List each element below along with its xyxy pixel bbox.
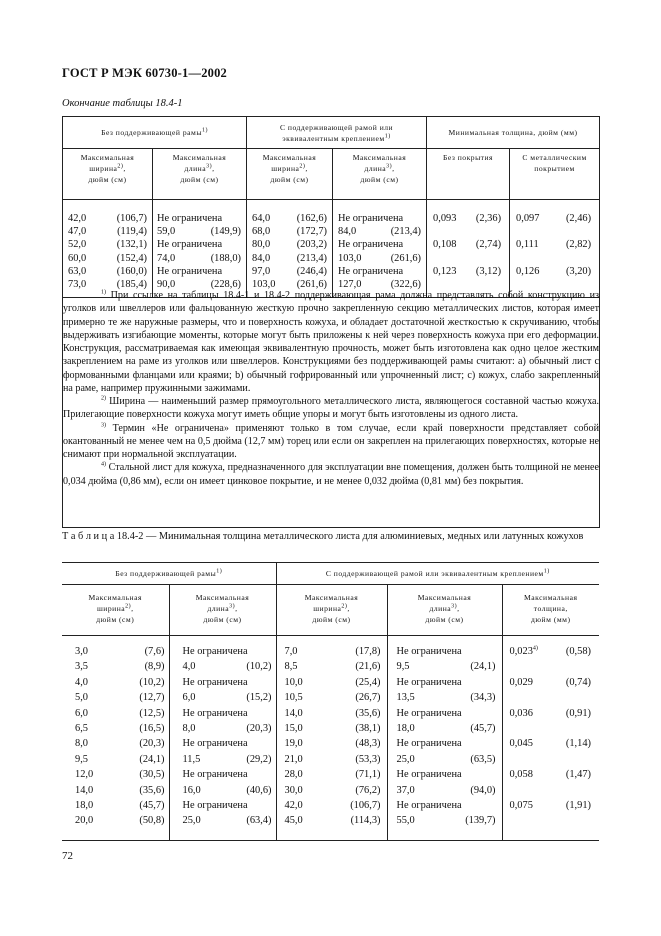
cell-metric: (3,12) [475, 265, 502, 277]
cell-value: 25,0 [396, 753, 415, 765]
cell-value: 18,0 [396, 723, 415, 735]
cell-value: 127,0 [338, 279, 362, 291]
t2-group-with-frame: С поддерживающей рамой или эквивалентным креплением$^{1)}$ [276, 563, 599, 585]
t2-col-header-width-framed: Максимальная ширина$^{2)}$, дюйм (см) [276, 585, 387, 636]
cell-metric: (10,2) [246, 661, 272, 673]
cell-value: 12,0 [75, 769, 94, 781]
cell-value: 84,0 [338, 226, 357, 238]
cell-metric: (71,1) [355, 769, 381, 781]
table-row [338, 212, 421, 225]
table-18-4-2 [62, 562, 599, 841]
table-row [285, 644, 381, 659]
table-row: 0,023$^{4)}$ (0,58) [509, 645, 592, 657]
cell-value: Не ограничена [157, 213, 223, 224]
group-header-no-frame: Без поддерживающей рамы$^{1)}$ [63, 117, 247, 149]
table-row [516, 212, 591, 225]
table-row [510, 706, 592, 721]
table-row [397, 798, 496, 813]
cell-metric: (1,47) [565, 769, 592, 781]
table-row [510, 675, 592, 690]
cell-value: 0,029 [509, 676, 533, 688]
cell-value: Не ограничена [157, 239, 223, 251]
table-row [397, 736, 496, 751]
table-row [338, 265, 421, 278]
table-row [285, 752, 381, 767]
table-row [338, 252, 421, 265]
cell-metric: (213,4) [296, 252, 328, 264]
table-row [68, 238, 147, 251]
cell-value: 63,0 [68, 265, 87, 277]
table-row [157, 265, 241, 278]
cell-metric: (45,7) [470, 723, 496, 735]
cell-value: 103,0 [252, 279, 276, 291]
cell-value: 10,0 [284, 676, 303, 688]
col-header-coated: С металлическим покрытием [510, 149, 600, 200]
cell-value: 55,0 [396, 815, 415, 827]
t1-col-width [63, 200, 153, 298]
cell-metric: (76,2) [355, 784, 381, 796]
cell-value: 0,075 [509, 799, 533, 811]
cell-metric: (2,82) [565, 239, 592, 251]
cell-metric: (48,3) [355, 738, 381, 750]
table-row [157, 212, 241, 225]
table-row [285, 813, 381, 828]
cell-metric: (8,9) [144, 661, 165, 673]
table-row [75, 675, 165, 690]
cell-value: Не ограничена [396, 800, 462, 812]
table-row [397, 783, 496, 798]
table-row [397, 644, 496, 659]
cell-value: Не ограничена [182, 800, 248, 812]
t2-group-no-frame: Без поддерживающей рамы$^{1)}$ [62, 563, 276, 585]
t1-col-width-framed [247, 200, 333, 298]
table-row [183, 675, 272, 690]
cell-value: 30,0 [284, 784, 303, 796]
cell-metric: (34,3) [470, 692, 496, 704]
cell-metric: (185,4) [116, 279, 147, 291]
table-row [75, 783, 165, 798]
table-row [68, 212, 147, 225]
cell-metric: (0,91) [565, 707, 592, 719]
note-1: $^{1)}$ При ссылке на таблицы 18.4-1 и 18.4-2 поддерживающая рама должна представлять собой конструкцию из уголков или швеллеров или фальцованную жесткую прочно закрепленную секцию металлических листов, которая имеет примерно те же наружные размеры, что и поверхность кожуха, и обладает достаточной жесткостью к скручиванию, чтобы выдерживать изгибающие моменты, которые могут быть приложены к ней через поверхность кожуха при его деформации. Конструкция, рассматриваемая как имеющая эквивалентную прочность, может быть изготовлена как одно целое жестким закреплением на раме из уголков или швеллеров. Конструкциями без поддерживающей рамы считают: а) обычный лист с формованными фланцами или краями; b) обычный гофрированный или упрочненный лист; с) кожух, слабо закрепленный на раме, например пружинными зажимами. [63, 289, 599, 394]
table-row [183, 706, 272, 721]
table-row [285, 690, 381, 705]
table-row [183, 813, 272, 828]
table-row [285, 659, 381, 674]
table-row [252, 238, 327, 251]
cell-metric: (119,4) [117, 226, 147, 238]
cell-value: 16,0 [182, 784, 201, 796]
t1-col-bare [427, 200, 510, 298]
table-row [75, 690, 165, 705]
table-row [183, 644, 272, 659]
cell-metric: (15,2) [246, 692, 272, 704]
table-row [397, 706, 496, 721]
t2-col-width [62, 636, 169, 841]
cell-metric: (322,6) [390, 279, 422, 291]
cell-value: 0,097 [516, 213, 540, 224]
cell-value: Не ограничена [396, 676, 462, 688]
cell-value: Не ограничена [396, 707, 462, 719]
cell-value: 6,5 [75, 723, 88, 735]
cell-metric: (106,7) [350, 800, 381, 812]
table-row [397, 690, 496, 705]
table-row [285, 721, 381, 736]
cell-metric: (53,3) [355, 753, 381, 765]
table-row [183, 721, 272, 736]
cell-value: Не ограничена [396, 769, 462, 781]
table-row [75, 736, 165, 751]
table-row [516, 265, 591, 278]
cell-value: 45,0 [284, 815, 303, 827]
table-row [510, 736, 592, 751]
table-row [75, 721, 165, 736]
cell-metric: (63,5) [470, 753, 496, 765]
cell-value: 0,036 [509, 707, 533, 719]
group-header-min-thickness: Минимальная толщина, дюйм (мм) [427, 117, 600, 149]
cell-value: 9,5 [396, 661, 410, 673]
cell-metric: (21,6) [355, 661, 381, 673]
cell-metric: (17,8) [355, 646, 381, 657]
cell-metric: (261,6) [390, 252, 422, 264]
table-row [338, 225, 421, 238]
cell-value: 74,0 [157, 252, 176, 264]
cell-value: 59,0 [157, 226, 176, 238]
cell-metric: (12,5) [139, 707, 165, 719]
cell-value: 3,5 [75, 661, 88, 673]
table-row [397, 752, 496, 767]
table-row [252, 225, 327, 238]
cell-value: 0,111 [516, 239, 539, 251]
cell-value: Не ограничена [182, 676, 248, 688]
cell-metric: (152,4) [116, 252, 147, 264]
t2-col-header-thickness: Максимальная толщина, дюйм (мм) [502, 585, 599, 636]
table-caption: Окончание таблицы 18.4-1 [62, 98, 183, 109]
t2-col-header-length: Максимальная длина$^{3)}$, дюйм (см) [169, 585, 276, 636]
cell-metric: (25,4) [355, 676, 381, 688]
cell-metric: (3,20) [565, 265, 592, 277]
cell-value: 0,045 [509, 738, 533, 750]
table-row [285, 736, 381, 751]
cell-value: 14,0 [75, 784, 94, 796]
cell-metric: (1,14) [565, 738, 592, 750]
note-3: $^{3)}$ Термин «Не ограничена» применяют только в том случае, если край поверхности представляет собой окантованный не менее чем на 0,5 дюйма (12,7 мм) торец или если он закреплен на прилегающих поверхностях, которые не снимают при нормальной эксплуатации. [63, 422, 599, 460]
cell-value: 19,0 [284, 738, 303, 750]
cell-metric: (50,8) [139, 815, 165, 827]
table-row [75, 798, 165, 813]
cell-value: 37,0 [396, 784, 415, 796]
table-row [183, 767, 272, 782]
cell-value: 42,0 [284, 800, 303, 812]
table-row [68, 265, 147, 278]
cell-value: 3,0 [75, 646, 88, 657]
table-notes [63, 289, 599, 488]
cell-value: 60,0 [68, 252, 87, 264]
table-row [397, 675, 496, 690]
cell-value: Не ограничена [182, 707, 248, 719]
cell-value: 68,0 [252, 226, 271, 238]
table-row [510, 767, 592, 782]
table-row [75, 767, 165, 782]
cell-value: 13,5 [396, 692, 415, 704]
cell-metric: (24,1) [470, 661, 496, 673]
t2-col-header-length-framed: Максимальная длина$^{3)}$, дюйм (см) [387, 585, 502, 636]
cell-metric: (2,74) [475, 239, 502, 251]
table-row [252, 212, 327, 225]
cell-value: Не ограничена [182, 738, 248, 750]
cell-metric: (213,4) [390, 226, 422, 238]
table-row [285, 767, 381, 782]
cell-metric: (35,6) [355, 707, 381, 719]
cell-metric: (0,74) [565, 676, 592, 688]
cell-value: 84,0 [252, 252, 271, 264]
table-row [338, 238, 421, 251]
table-row [397, 721, 496, 736]
cell-value: 52,0 [68, 239, 87, 251]
cell-metric: (20,3) [139, 738, 165, 750]
cell-value: 25,0 [182, 815, 201, 827]
cell-metric: (24,1) [139, 753, 165, 765]
cell-metric: (261,6) [296, 279, 328, 291]
table-row [510, 798, 592, 813]
cell-metric: (38,1) [355, 723, 381, 735]
cell-value: 0,058 [509, 769, 533, 781]
cell-metric: (162,6) [296, 213, 328, 224]
t2-col-header-width: Максимальная ширина$^{2)}$, дюйм (см) [62, 585, 169, 636]
cell-value: 64,0 [252, 213, 271, 224]
cell-value: 0,108 [433, 239, 457, 251]
t1-col-length [153, 200, 247, 298]
table-row [75, 644, 165, 659]
t1-col-coated [510, 200, 600, 298]
cell-value: 14,0 [284, 707, 303, 719]
cell-metric: (149,9) [210, 226, 242, 238]
cell-value: 80,0 [252, 239, 271, 251]
cell-value: Не ограничена [157, 265, 223, 277]
cell-metric: (139,7) [465, 815, 496, 827]
table-row [433, 265, 501, 278]
cell-metric: (26,7) [355, 692, 381, 704]
table-row [285, 675, 381, 690]
cell-value: 11,5 [182, 753, 201, 765]
table-row [75, 752, 165, 767]
cell-metric: (63,4) [246, 815, 272, 827]
document-header: ГОСТ Р МЭК 60730-1—2002 [62, 66, 227, 80]
cell-value: 8,0 [182, 723, 196, 735]
table-row [285, 706, 381, 721]
table-2-caption: Т а б л и ц а 18.4-2 — Минимальная толщина металлического листа для алюминиевых, медных или латунных кожухов [62, 531, 584, 542]
cell-metric: (114,3) [350, 815, 381, 827]
cell-value: 21,0 [284, 753, 303, 765]
cell-metric: (7,6) [144, 646, 165, 657]
cell-metric: (160,0) [116, 265, 147, 277]
t2-col-length-framed [387, 636, 502, 841]
table-row [433, 212, 501, 225]
cell-metric: (2,46) [565, 213, 592, 224]
t1-col-length-framed [333, 200, 427, 298]
cell-metric: (1,91) [565, 799, 592, 811]
table-row [516, 238, 591, 251]
cell-value: 73,0 [68, 279, 87, 291]
cell-value: 9,5 [75, 753, 88, 765]
cell-value: 7,0 [284, 646, 298, 657]
table-row [157, 252, 241, 265]
cell-value: Не ограничена [182, 769, 248, 781]
t2-col-length [169, 636, 276, 841]
cell-value: 42,0 [68, 213, 87, 224]
cell-metric: (203,2) [296, 239, 328, 251]
cell-value: 28,0 [284, 769, 303, 781]
t2-col-width-framed [276, 636, 387, 841]
cell-value: 90,0 [157, 279, 176, 291]
cell-metric: (94,0) [470, 784, 496, 796]
cell-value: 4,0 [75, 676, 88, 688]
cell-metric: (246,4) [296, 265, 328, 277]
col-header-width: Максимальная ширина$^{2)}$, дюйм (см) [63, 149, 153, 200]
table-row [397, 813, 496, 828]
cell-metric: (20,3) [246, 723, 272, 735]
cell-value: 10,5 [284, 692, 303, 704]
note-2: $^{2)}$ Ширина — наименьший размер прямоугольного металлического листа, являющегося составной частью кожуха. Прилегающие поверхности кожуха могут иметь общие упоры и могут быть изготовлены из одного листа. [63, 395, 599, 421]
cell-metric: (30,5) [139, 769, 165, 781]
cell-value: 6,0 [182, 692, 196, 704]
table-row [75, 659, 165, 674]
table-row [157, 238, 241, 251]
cell-value: 20,0 [75, 815, 94, 827]
cell-metric: (35,6) [139, 784, 165, 796]
table-row [183, 798, 272, 813]
table-row [183, 690, 272, 705]
cell-value: Не ограничена [396, 646, 462, 657]
cell-metric: (40,6) [246, 784, 272, 796]
cell-metric: (29,2) [246, 753, 272, 765]
table-row [252, 265, 327, 278]
cell-value: Не ограничена [338, 213, 404, 224]
cell-value: 103,0 [338, 252, 362, 264]
col-header-width-framed: Максимальная ширина$^{2)}$, дюйм (см) [247, 149, 333, 200]
cell-metric: (10,2) [139, 676, 165, 688]
table-row [68, 252, 147, 265]
table-row [252, 252, 327, 265]
cell-value: 6,0 [75, 707, 88, 719]
table-row [285, 783, 381, 798]
cell-value: 0,123 [433, 265, 457, 277]
table-row [183, 659, 272, 674]
cell-value: 0,093 [433, 213, 457, 224]
col-header-bare: Без покрытия [427, 149, 510, 200]
cell-metric: (45,7) [139, 800, 165, 812]
cell-value: 0,126 [516, 265, 540, 277]
t2-col-thickness [502, 636, 599, 841]
cell-value: Не ограничена [338, 265, 404, 277]
cell-value: 8,5 [284, 661, 298, 673]
table-row [75, 706, 165, 721]
cell-metric: (228,6) [210, 279, 242, 291]
table-row [285, 798, 381, 813]
col-header-length: Максимальная длина$^{3)}$, дюйм (см) [153, 149, 247, 200]
table-row [157, 225, 241, 238]
cell-value: 4,0 [182, 661, 196, 673]
cell-metric: (106,7) [116, 213, 147, 224]
cell-value: 5,0 [75, 692, 88, 704]
page-number: 72 [62, 850, 73, 862]
cell-metric: (132,1) [116, 239, 147, 251]
table-row [433, 238, 501, 251]
cell-value: 97,0 [252, 265, 271, 277]
cell-metric: (2,36) [475, 213, 502, 224]
table-row [68, 225, 147, 238]
cell-metric: (172,7) [296, 226, 328, 238]
table-row [183, 752, 272, 767]
table-row [75, 813, 165, 828]
table-row [183, 783, 272, 798]
cell-value: Не ограничена [396, 738, 462, 750]
cell-value: 15,0 [284, 723, 303, 735]
cell-metric: (16,5) [139, 723, 165, 735]
note-4: $^{4)}$ Стальной лист для кожуха, предназначенного для эксплуатации вне помещения, должен быть толщиной не менее 0,034 дюйма (0,86 мм), если он имеет цинковое покрытие, и не менее 0,032 дюйма (0,81 мм) без покрытия. [63, 461, 599, 487]
cell-metric: (188,0) [210, 252, 242, 264]
cell-value: Не ограничена [182, 646, 248, 657]
cell-value: Не ограничена [338, 239, 404, 251]
table-row [397, 659, 496, 674]
col-header-length-framed: Максимальная длина$^{3)}$, дюйм (см) [333, 149, 427, 200]
table-row [183, 736, 272, 751]
cell-metric: (12,7) [139, 692, 165, 704]
table-row [397, 767, 496, 782]
cell-value: 18,0 [75, 800, 94, 812]
cell-value: 8,0 [75, 738, 88, 750]
cell-value: 47,0 [68, 226, 87, 238]
group-header-with-frame: С поддерживающей рамой или эквивалентным креплением$^{1)}$ [247, 117, 427, 149]
